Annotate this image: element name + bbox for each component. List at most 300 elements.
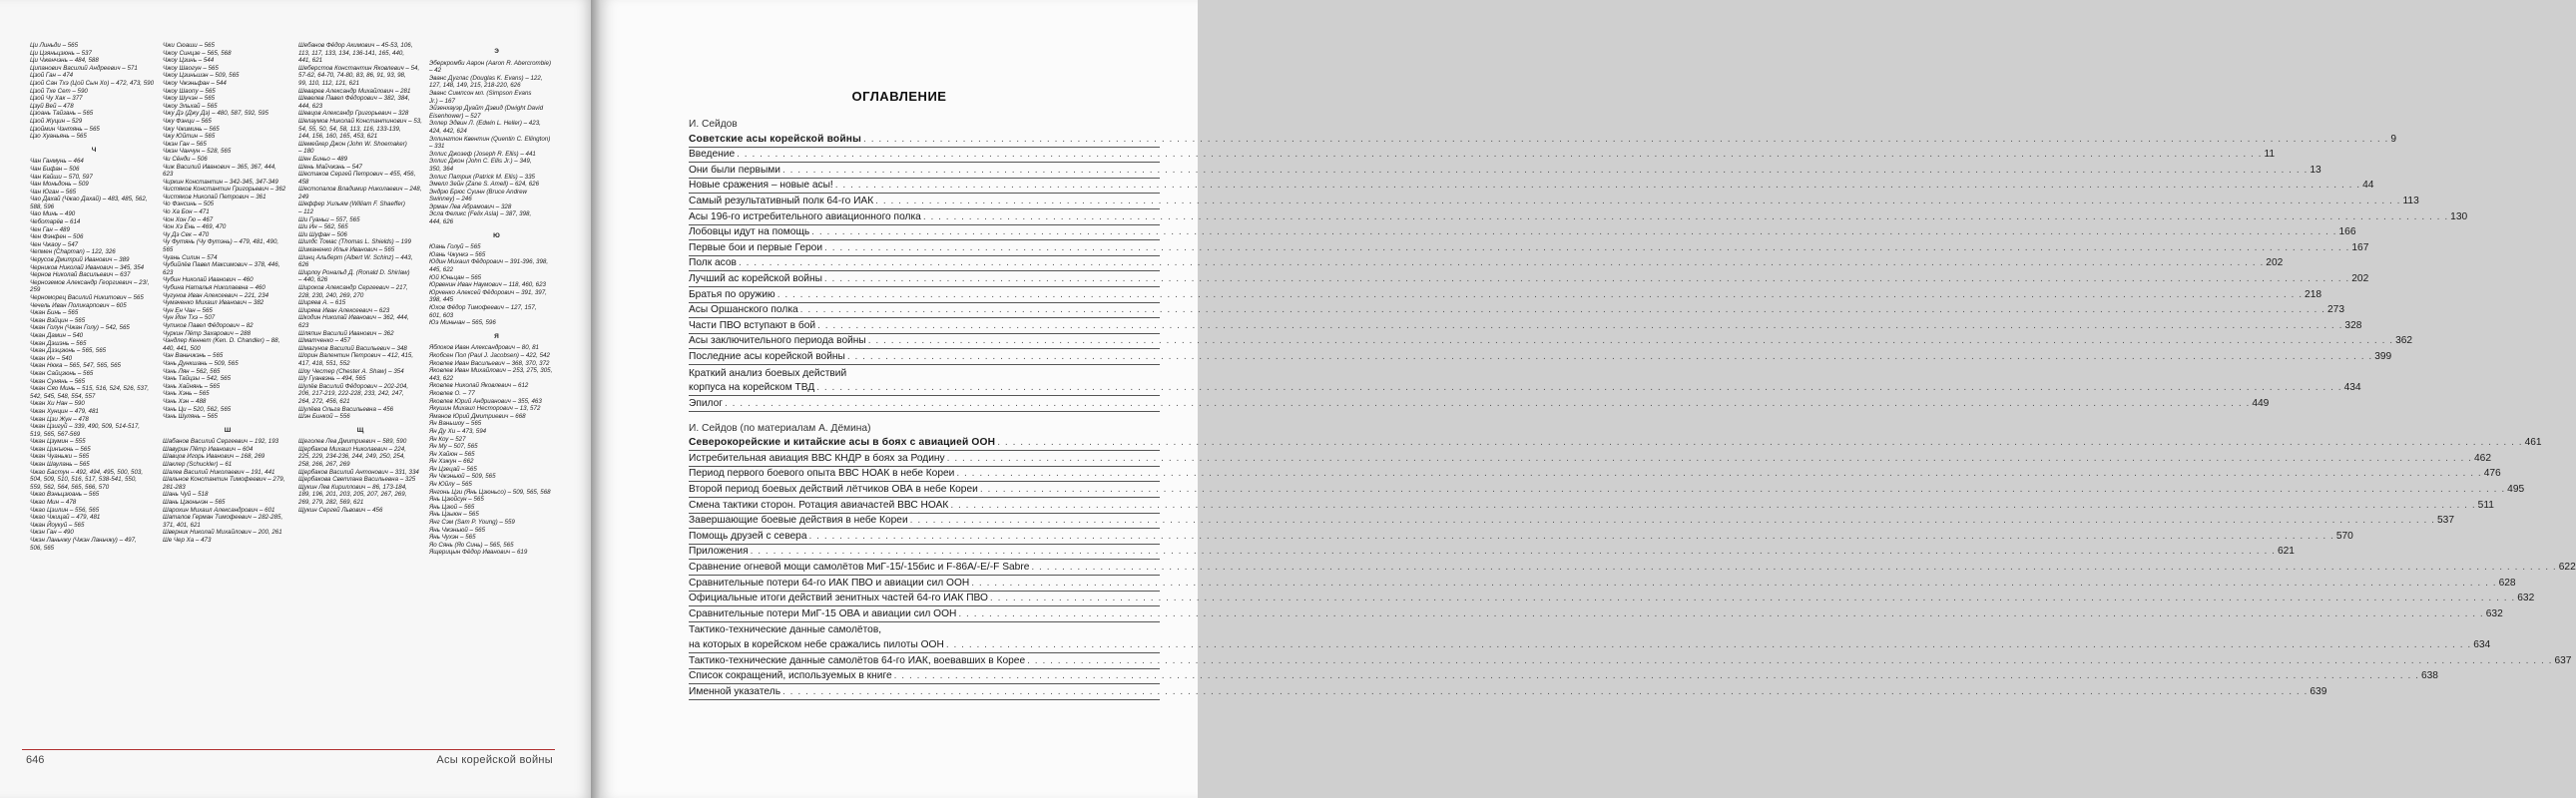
index-entry: Эллис Джозеф (Joseph R. Ellis) – 441 bbox=[429, 150, 536, 158]
toc-entry-title: Лобовцы идут на помощь bbox=[689, 226, 810, 238]
toc-section-row[interactable] bbox=[689, 436, 2542, 452]
toc-page-number: 273 bbox=[2327, 304, 2345, 316]
index-entry: Чжан Цзи Жун – 478 bbox=[30, 415, 89, 423]
toc-page-number: 476 bbox=[2483, 468, 2501, 480]
index-entry: Шеффер Уильям (William F. Shaeffer) bbox=[298, 200, 405, 208]
index-entry: 225, 229, 234-236, 244, 249, 250, 254, bbox=[298, 453, 405, 461]
index-entry: Чумаченко Михаил Иванович – 382 bbox=[163, 299, 264, 307]
toc-leader-dots: . . . . . . . . . . . . . . . . . . . . . . . . . . . . . . . . . . . . . . . . . . . . . . . . . . . . . . . . . . . . . . . . . . . . . . . . . . . . . . . . . . . . . . . . . . . . . . . . . . . . . . . . . . . . . . . . . . . . . . . . . . . . . . . . . . . . . . . . . . . . . . . . . . . . . . . . . . . . . . . . . . . . . . . . . . . . . . . . . . . . . . . . . . . . . . . . . . . . . . . . bbox=[893, 670, 2419, 682]
index-entry: Чжоу Цзинь – 544 bbox=[163, 57, 215, 65]
index-entry: Янь Цзыюн – 565 bbox=[429, 511, 479, 519]
toc-page-number: 130 bbox=[2450, 210, 2468, 222]
toc-leader-dots: . . . . . . . . . . . . . . . . . . . . . . . . . . . . . . . . . . . . . . . . . . . . . . . . . . . . . . . . . . . . . . . . . . . . . . . . . . . . . . . . . . . . . . . . . . . . . . . . . . . . . . . . . . . . . . . . . . . . . . . . . . . . . . . . . . . . . . . . . . . . . . . . . . . . . . . . . . . . . . . . . . . . . . . . . . . . . . . . . . . . . . . . . . . . . . . . . . . . . . . . bbox=[875, 195, 2401, 206]
index-entry: 398, 445 bbox=[429, 296, 454, 304]
index-entry: – 112 bbox=[298, 208, 314, 216]
index-entry: 259 bbox=[30, 286, 41, 294]
toc-row[interactable] bbox=[689, 622, 1160, 638]
index-entry: Юань Голуй – 565 bbox=[429, 243, 481, 251]
toc-row[interactable] bbox=[689, 451, 2491, 467]
toc-entry-title: Сравнительные потери МиГ-15 ОВА и авиации сил ООН bbox=[689, 607, 957, 619]
index-entry: Шулёва Ольга Васильевна – 456 bbox=[298, 405, 394, 413]
toc-row[interactable] bbox=[689, 365, 1160, 381]
table-of-contents bbox=[689, 117, 2576, 700]
index-entry: 258, 266, 267, 269 bbox=[298, 461, 350, 469]
page-number: 646 bbox=[26, 754, 45, 766]
index-entry: Ши Гуаньи – 557, 565 bbox=[298, 215, 360, 223]
index-entry: 445, 622 bbox=[429, 266, 454, 274]
toc-page-number: 511 bbox=[2477, 499, 2494, 511]
toc-page-number: 328 bbox=[2344, 319, 2362, 331]
index-entry: – 331 bbox=[429, 143, 445, 151]
toc-page-number: 202 bbox=[2351, 272, 2369, 284]
index-entry: Цзуй Вей – 478 bbox=[30, 102, 74, 110]
toc-row[interactable] bbox=[689, 271, 2369, 287]
index-column-1 bbox=[30, 42, 158, 552]
toc-page-number: 537 bbox=[2437, 515, 2455, 527]
toc-entry-title: Последние асы корейской войны bbox=[689, 350, 845, 362]
index-entry: Шоу Честер (Chester A. Shaw) – 354 bbox=[298, 367, 404, 375]
index-letter-heading: Я bbox=[494, 332, 499, 340]
index-entry: Шевцов Александр Григорьевич – 328 bbox=[298, 110, 409, 118]
toc-leader-dots: . . . . . . . . . . . . . . . . . . . . . . . . . . . . . . . . . . . . . . . . . . . . . . . . . . . . . . . . . . . . . . . . . . . . . . . . . . . . . . . . . . . . . . . . . . . . . . . . . . . . . . . . . . . . . . . . . . . . . . . . . . . . . . . . . . . . . . . . . . . . . . . . . . . . . . . . . . . . . . . . . . . . . . . . . . . . . . . . . . . . . . . . . . . . . . . . . . . . . . . . bbox=[958, 607, 2484, 619]
index-entry: Эндрю Брюс Суинн (Bruce Andrew bbox=[429, 188, 528, 196]
index-entry: Щербакова Светлана Васильевна – 325 bbox=[298, 476, 416, 484]
index-entry: Чжан Сайцзюнь – 565 bbox=[30, 369, 94, 377]
index-entry: Щукин Сергей Львович – 456 bbox=[298, 506, 383, 514]
toc-entry-title: Официальные итоги действий зенитных частей 64-го ИАК ПВО bbox=[689, 593, 988, 604]
toc-row[interactable] bbox=[689, 349, 2392, 365]
toc-row[interactable] bbox=[689, 225, 2356, 241]
toc-leader-dots: . . . . . . . . . . . . . . . . . . . . . . . . . . . . . . . . . . . . . . . . . . . . . . . . . . . . . . . . . . . . . . . . . . . . . . . . . . . . . . . . . . . . . . . . . . . . . . . . . . . . . . . . . . . . . . . . . . . . . . . . . . . . . . . . . . . . . . . . . . . . . . . . . . . . . . . . . . . . . . . . . . . . . . . . . . . . . . . . . . . . . . . . . . . . . . . . . . . . . . . . bbox=[823, 272, 2350, 284]
index-entry: Эберкромби Аарон (Aaron R. Abercrombie) bbox=[429, 59, 552, 67]
index-entry: Шаклер (Schuckler) – 61 bbox=[163, 461, 233, 469]
index-entry: Яманов Юрий Дмитриевич – 668 bbox=[429, 412, 526, 420]
toc-row[interactable] bbox=[689, 334, 2413, 350]
index-entry: Юдин Михаил Фёдорович – 391-396, 398, bbox=[429, 258, 549, 266]
index-letter-heading: Щ bbox=[356, 426, 364, 434]
index-entry: Эмелл Зейн (Zane S. Amell) – 624, 626 bbox=[429, 181, 540, 189]
index-entry: Шен Биньо – 489 bbox=[298, 155, 348, 163]
toc-entry-title: Введение bbox=[689, 149, 736, 161]
index-entry: Шматченко – 457 bbox=[298, 337, 351, 345]
toc-row[interactable] bbox=[689, 529, 2353, 545]
index-entry: Чу Футянь (Чу Футэнь) – 479, 481, 490, bbox=[163, 238, 279, 246]
index-entry: Чан Ганмунь – 464 bbox=[30, 158, 84, 166]
toc-leader-dots: . . . . . . . . . . . . . . . . . . . . . . . . . . . . . . . . . . . . . . . . . . . . . . . . . . . . . . . . . . . . . . . . . . . . . . . . . . . . . . . . . . . . . . . . . . . . . . . . . . . . . . . . . . . . . . . . . . . . . . . . . . . . . . . . . . . . . . . . . . . . . . . . . . . . . . . . . . . . . . . . . . . . . . . . . . . . . . . . . . . . . . . . . . . . . . . . . . . . . . . . bbox=[922, 210, 2449, 222]
index-column-3 bbox=[298, 42, 422, 514]
index-entry: Чжао Бастун – 492, 494, 495, 500, 503, bbox=[30, 468, 144, 476]
index-entry: 441, 621 bbox=[298, 57, 323, 65]
index-entry: Ци Цзяньцзюнь – 537 bbox=[30, 49, 92, 57]
index-entry: Чжэн Ган – 490 bbox=[30, 529, 74, 537]
index-entry: 443, 622 bbox=[429, 374, 454, 382]
index-entry: – 180 bbox=[298, 148, 314, 156]
toc-leader-dots: . . . . . . . . . . . . . . . . . . . . . . . . . . . . . . . . . . . . . . . . . . . . . . . . . . . . . . . . . . . . . . . . . . . . . . . . . . . . . . . . . . . . . . . . . . . . . . . . . . . . . . . . . . . . . . . . . . . . . . . . . . . . . . . . . . . . . . . . . . . . . . . . . . . . . . . . . . . . . . . . . . . . . . . . . . . . . . . . . . . . . . . . . . . . . . . . . . . . . . . . bbox=[817, 319, 2343, 331]
toc-entry-title: Они были первыми bbox=[689, 164, 780, 176]
index-entry: Чжу Фэнци – 565 bbox=[163, 117, 212, 125]
toc-page-number: 461 bbox=[2524, 437, 2542, 449]
toc-row[interactable] bbox=[689, 653, 2572, 669]
index-entry: 444, 623 bbox=[298, 102, 323, 110]
toc-row[interactable] bbox=[689, 684, 2327, 700]
toc-entry-title: Сравнительные потери 64-го ИАК ПВО и авиации сил ООН bbox=[689, 577, 970, 589]
index-entry: Чэндлер Кеннет (Ken. D. Chandler) – 88, bbox=[163, 337, 280, 345]
index-entry: Ци Линьди – 565 bbox=[30, 42, 79, 49]
index-entry: Чжэн Чанчун – 528, 565 bbox=[163, 148, 232, 156]
index-entry: Чан Юган – 565 bbox=[30, 188, 77, 196]
index-entry: Шестопалов Владимир Николаевич – 248, bbox=[298, 186, 422, 194]
index-entry: Якобсен Пол (Paul J. Jacobsen) – 422, 542 bbox=[429, 351, 550, 359]
index-entry: Чжао Вэньцзюань – 565 bbox=[30, 491, 100, 499]
index-entry: Чен Ган – 489 bbox=[30, 225, 70, 233]
index-entry: Чжан Йоукуй – 565 bbox=[30, 521, 85, 529]
index-entry: 127, 148, 149, 215, 218-220, 626 bbox=[429, 82, 521, 90]
index-entry: Юань Чжункэ – 565 bbox=[429, 250, 486, 258]
toc-page-number: 434 bbox=[2343, 382, 2361, 394]
right-page bbox=[601, 0, 2576, 798]
index-entry: Чжан Дэшэнь – 565 bbox=[30, 339, 87, 347]
toc-leader-dots: . . . . . . . . . . . . . . . . . . . . . . . . . . . . . . . . . . . . . . . . . . . . . . . . . . . . . . . . . . . . . . . . . . . . . . . . . . . . . . . . . . . . . . . . . . . . . . . . . . . . . . . . . . . . . . . . . . . . . . . . . . . . . . . . . . . . . . . . . . . . . . . . . . . . . . . . . . . . . . . . . . . . . . . . . . . . . . . . . . . . . . . . . . . . . . . . . . . . . . . . bbox=[776, 288, 2304, 300]
toc-entry-title: Асы 196-го истребительного авиационного полка bbox=[689, 210, 921, 222]
toc-leader-dots: . . . . . . . . . . . . . . . . . . . . . . . . . . . . . . . . . . . . . . . . . . . . . . . . . . . . . . . . . . . . . . . . . . . . . . . . . . . . . . . . . . . . . . . . . . . . . . . . . . . . . . . . . . . . . . . . . . . . . . . . . . . . . . . . . . . . . . . . . . . . . . . . . . . . . . . . . . . . . . . . . . . . . . . . . . . . . . . . . . . . . . . . . . . . . . . . . . . . . . . . bbox=[724, 397, 2251, 409]
index-entry: 601, 603 bbox=[429, 311, 454, 319]
index-entry: Яковлев Иван Михайлович – 253, 275, 305, bbox=[429, 367, 553, 375]
index-entry: Чепмен (Chapman) – 122, 326 bbox=[30, 248, 116, 256]
index-entry: 189, 196, 201, 203, 205, 207, 267, 269, bbox=[298, 491, 407, 499]
index-entry: 623 bbox=[163, 171, 174, 179]
toc-row[interactable] bbox=[689, 148, 2276, 164]
index-entry: Щукин Лев Кириллович – 86, 173-184, bbox=[298, 483, 407, 491]
index-entry: Чжоу Цзиньшэн – 509, 565 bbox=[163, 72, 240, 80]
index-entry: Чжан Сяо Минь – 515, 516, 524, 526, 537, bbox=[30, 385, 150, 393]
index-entry: Чэнь Лян – 562, 565 bbox=[163, 367, 221, 375]
index-entry: Юрченко Алексей Фёдорович – 391, 397, bbox=[429, 288, 547, 296]
index-entry: Шмагунов Василий Васильевич – 348 bbox=[298, 344, 407, 352]
index-entry: Юхов Фёдор Тимофеевич – 127, 157, bbox=[429, 304, 537, 311]
toc-entry-title: Завершающие боевые действия в небе Кореи bbox=[689, 515, 908, 527]
index-entry: 623 bbox=[298, 321, 309, 329]
toc-leader-dots: . . . . . . . . . . . . . . . . . . . . . . . . . . . . . . . . . . . . . . . . . . . . . . . . . . . . . . . . . . . . . . . . . . . . . . . . . . . . . . . . . . . . . . . . . . . . . . . . . . . . . . . . . . . . . . . . . . . . . . . . . . . . . . . . . . . . . . . . . . . . . . . . . . . . . . . . . . . . . . . . . . . . . . . . . . . . . . . . . . . . . . . . . . . . . . . . . . . . . . . . bbox=[946, 452, 2472, 464]
toc-page-number: 44 bbox=[2362, 180, 2374, 192]
index-entry: Чеботарёв – 614 bbox=[30, 218, 81, 226]
index-entry: Эллис Джон (John C. Ellis Jr.) – 349, bbox=[429, 158, 532, 166]
index-entry: 623 bbox=[163, 268, 174, 276]
index-entry: Черников Николай Иванович – 345, 354 bbox=[30, 263, 145, 271]
toc-entry-title: Братья по оружию bbox=[689, 288, 775, 300]
toc-gap bbox=[689, 412, 1160, 421]
index-entry: Swinney) – 246 bbox=[429, 196, 472, 203]
index-entry: 281-283 bbox=[163, 483, 186, 491]
index-entry: Чжу Чжиминь – 565 bbox=[163, 125, 220, 133]
index-entry: Чао Минь – 490 bbox=[30, 210, 76, 218]
index-entry: Шиманенко Илья Иванович – 565 bbox=[298, 246, 395, 254]
index-entry: Чжу Юйтин – 565 bbox=[163, 133, 216, 141]
toc-leader-dots: . . . . . . . . . . . . . . . . . . . . . . . . . . . . . . . . . . . . . . . . . . . . . . . . . . . . . . . . . . . . . . . . . . . . . . . . . . . . . . . . . . . . . . . . . . . . . . . . . . . . . . . . . . . . . . . . . . . . . . . . . . . . . . . . . . . . . . . . . . . . . . . . . . . . . . . . . . . . . . . . . . . . . . . . . . . . . . . . . . . . . . . . . . . . . . . . . . . . . . . . bbox=[971, 577, 2497, 589]
toc-entry-title: Лучший ас корейской войны bbox=[689, 272, 822, 284]
index-entry: Ци Чженчэнь – 484, 588 bbox=[30, 57, 99, 65]
toc-entry-title: Асы заключительного периода войны bbox=[689, 335, 866, 347]
index-entry: Чо Фэнсинь – 505 bbox=[163, 200, 215, 208]
index-entry: Широков Александр Сергеевич – 217, bbox=[298, 284, 408, 291]
toc-row[interactable] bbox=[689, 256, 2284, 272]
index-entry: Эллингтон Квентин (Quentin C. Ellington) bbox=[429, 135, 551, 143]
toc-row[interactable] bbox=[689, 669, 2438, 685]
index-entry: Чжэн Ган – 565 bbox=[163, 140, 207, 148]
toc-row[interactable] bbox=[689, 396, 2270, 412]
toc-row[interactable] bbox=[689, 560, 2576, 576]
index-entry: Чжан Вэйцин – 565 bbox=[30, 316, 86, 324]
index-entry: Чиркин Константин – 342-345, 347-349 bbox=[163, 178, 278, 186]
index-entry: 371, 401, 621 bbox=[163, 521, 201, 529]
index-entry: Чернов Николай Васильевич – 637 bbox=[30, 271, 131, 279]
index-entry: Щербаков Василий Антонович – 331, 334 bbox=[298, 468, 419, 476]
index-entry: Чэн Ваньчжэнь – 565 bbox=[163, 352, 224, 360]
index-entry: Ян Коу – 527 bbox=[429, 435, 466, 443]
toc-row[interactable] bbox=[689, 179, 2374, 195]
toc-row[interactable] bbox=[689, 240, 2369, 256]
index-entry: Шавурин Пётр Иванович – 604 bbox=[163, 445, 254, 453]
index-entry: Чу Дэ Сек – 470 bbox=[163, 230, 210, 238]
index-entry: Цзо Хуаньянь – 565 bbox=[30, 133, 87, 141]
index-entry: Чэнь Тайцзы – 542, 565 bbox=[163, 375, 232, 383]
toc-page-number: 622 bbox=[2558, 562, 2576, 574]
toc-page-number: 13 bbox=[2310, 164, 2321, 176]
index-entry: Ширлоу Рональд Д. (Ronald D. Shirlaw) bbox=[298, 268, 410, 276]
index-entry: Ян Му – 507, 565 bbox=[429, 443, 478, 451]
index-entry: Чистяков Константин Григорьевич – 362 bbox=[163, 186, 286, 194]
index-entry: Чубин Николай Иванович – 460 bbox=[163, 276, 254, 284]
index-entry: Шеберстов Константин Яковлевич – 54, bbox=[298, 64, 420, 72]
toc-row[interactable] bbox=[689, 545, 2295, 561]
index-entry: Шеварев Александр Михайлович – 281 bbox=[298, 87, 411, 95]
toc-row[interactable] bbox=[689, 482, 2525, 498]
toc-row[interactable] bbox=[689, 467, 2501, 483]
toc-entry-title: Смена тактики сторон. Ротация авиачастей ВВС НОАК bbox=[689, 499, 949, 511]
index-entry: Янь Чухэн – 565 bbox=[429, 534, 476, 542]
index-entry: Яблоков Иван Александрович – 80, 81 bbox=[429, 344, 539, 352]
index-entry: Янь Цзюйсун – 565 bbox=[429, 496, 484, 504]
toc-leader-dots: . . . . . . . . . . . . . . . . . . . . . . . . . . . . . . . . . . . . . . . . . . . . . . . . . . . . . . . . . . . . . . . . . . . . . . . . . . . . . . . . . . . . . . . . . . . . . . . . . . . . . . . . . . . . . . . . . . . . . . . . . . . . . . . . . . . . . . . . . . . . . . . . . . . . . . . . . . . . . . . . . . . . . . . . . . . . . . . . . . . . . . . . . . . . . . . . . . . . . . . . bbox=[956, 468, 2482, 480]
index-entry: Янгонь Цзи (Янь Цзюньсо) – 509, 565, 568 bbox=[429, 488, 551, 496]
index-entry: Чубийлёв Павел Максимович – 378, 446, bbox=[163, 261, 280, 269]
index-entry: – 42 bbox=[429, 67, 442, 75]
index-entry: Эллис Патрик (Patrick M. Ellis) – 335 bbox=[429, 173, 535, 181]
toc-entry-title: Приложения bbox=[689, 546, 749, 558]
index-entry: 249 bbox=[298, 193, 309, 200]
index-entry: Чжао Чжицай – 479, 481 bbox=[30, 514, 101, 522]
index-entry: Ципанович Василий Андреевич – 571 bbox=[30, 64, 138, 72]
index-entry: Чжан Нюка – 565, 547, 565, 565 bbox=[30, 362, 121, 370]
index-entry: Шарохин Михаил Александрович – 601 bbox=[163, 506, 275, 514]
index-entry: Чун Ен Чан – 565 bbox=[163, 306, 213, 314]
toc-row[interactable] bbox=[689, 194, 2419, 209]
toc-row[interactable] bbox=[689, 163, 2321, 179]
toc-page-number: 621 bbox=[2277, 546, 2295, 558]
index-entry: 113, 117, 133, 134, 136-141, 165, 440, bbox=[298, 49, 405, 57]
index-entry: 269, 279, 282, 569, 621 bbox=[298, 499, 364, 507]
index-column-4 bbox=[429, 42, 564, 557]
index-entry: Ширяев Иван Алексеевич – 623 bbox=[298, 306, 390, 314]
index-entry: Ян Ваньшоу – 565 bbox=[429, 420, 482, 428]
index-entry: Чон Хэ Ёнь – 469, 470 bbox=[163, 223, 227, 231]
toc-page-number: 399 bbox=[2374, 350, 2392, 362]
index-entry: Чун Йон Тхэ – 507 bbox=[163, 314, 216, 322]
toc-row[interactable] bbox=[689, 606, 2503, 622]
toc-row[interactable] bbox=[689, 637, 2491, 653]
index-entry: Чан Бифан – 506 bbox=[30, 165, 80, 173]
toc-leader-dots: . . . . . . . . . . . . . . . . . . . . . . . . . . . . . . . . . . . . . . . . . . . . . . . . . . . . . . . . . . . . . . . . . . . . . . . . . . . . . . . . . . . . . . . . . . . . . . . . . . . . . . . . . . . . . . . . . . . . . . . . . . . . . . . . . . . . . . . . . . . . . . . . . . . . . . . . . . . . . . . . . . . . . . . . . . . . . . . . . . . . . . . . . . . . . . . . . . . . . . . . bbox=[846, 350, 2373, 362]
index-entry: Эванс Дуглас (Douglas K. Evans) – 122, bbox=[429, 74, 543, 82]
toc-leader-dots: . . . . . . . . . . . . . . . . . . . . . . . . . . . . . . . . . . . . . . . . . . . . . . . . . . . . . . . . . . . . . . . . . . . . . . . . . . . . . . . . . . . . . . . . . . . . . . . . . . . . . . . . . . . . . . . . . . . . . . . . . . . . . . . . . . . . . . . . . . . . . . . . . . . . . . . . . . . . . . . . . . . . . . . . . . . . . . . . . . . . . . . . . . . . . . . . . . . . . . . . bbox=[834, 180, 2361, 192]
index-entry: Щербаков Михаил Николаевич – 224, bbox=[298, 445, 406, 453]
index-entry: Чжоу Шаогун – 565 bbox=[163, 64, 219, 72]
toc-row[interactable] bbox=[689, 381, 2361, 397]
index-entry: Цзой Жуцин – 529 bbox=[30, 117, 83, 125]
index-entry: 350, 364 bbox=[429, 165, 454, 173]
index-letter-heading: Ш bbox=[224, 426, 232, 434]
toc-leader-dots: . . . . . . . . . . . . . . . . . . . . . . . . . . . . . . . . . . . . . . . . . . . . . . . . . . . . . . . . . . . . . . . . . . . . . . . . . . . . . . . . . . . . . . . . . . . . . . . . . . . . . . . . . . . . . . . . . . . . . . . . . . . . . . . . . . . . . . . . . . . . . . . . . . . . . . . . . . . . . . . . . . . . . . . . . . . . . . . . . . . . . . . . . . . . . . . . . . . . . . . . bbox=[738, 257, 2265, 269]
toc-leader-dots: . . . . . . . . . . . . . . . . . . . . . . . . . . . . . . . . . . . . . . . . . . . . . . . . . . . . . . . . . . . . . . . . . . . . . . . . . . . . . . . . . . . . . . . . . . . . . . . . . . . . . . . . . . . . . . . . . . . . . . . . . . . . . . . . . . . . . . . . . . . . . . . . . . . . . . . . . . . . . . . . . . . . . . . . . . . . . . . . . . . . . . . . . . . . . . . . . . . . . . . . bbox=[808, 530, 2334, 542]
index-entry: Чубина Наталья Николаевна – 460 bbox=[163, 284, 265, 291]
index-entry: Чжоу Эльхай – 565 bbox=[163, 102, 218, 110]
index-entry: Цзоймин Чэнтянь – 565 bbox=[30, 125, 100, 133]
index-entry: Чао Дахай (Чжао Дахай) – 483, 485, 562, bbox=[30, 196, 148, 203]
toc-entry-title: Второй период боевых действий лётчиков ОВА в небе Кореи bbox=[689, 484, 978, 496]
toc-leader-dots: . . . . . . . . . . . . . . . . . . . . . . . . . . . . . . . . . . . . . . . . . . . . . . . . . . . . . . . . . . . . . . . . . . . . . . . . . . . . . . . . . . . . . . . . . . . . . . . . . . . . . . . . . . . . . . . . . . . . . . . . . . . . . . . . . . . . . . . . . . . . . . . . . . . . . . . . . . . . . . . . . . . . . . . . . . . . . . . . . . . . . . . . . . . . . . . . . . . . . . . . bbox=[1031, 562, 2557, 574]
index-entry: Ши Ин – 562, 565 bbox=[298, 223, 348, 231]
index-entry: Шемейкер Джон (John W. Shoemaker) bbox=[298, 140, 407, 148]
toc-row[interactable] bbox=[689, 303, 2345, 319]
toc-entry-title: Краткий анализ боевых действий bbox=[689, 367, 847, 379]
index-entry: Ян Чжэньюй – 509, 565 bbox=[429, 473, 496, 481]
index-entry: Шань Цзюньчэн – 565 bbox=[163, 499, 226, 507]
index-entry: Чжэн Ланьчжу (Чжэн Ланьчжу) – 497, bbox=[30, 537, 137, 544]
toc-heading: ОГЛАВЛЕНИЕ bbox=[851, 89, 947, 104]
toc-entry-title: Помощь друзей с севера bbox=[689, 530, 807, 542]
index-entry: Якушин Михаил Несторович – 13, 572 bbox=[429, 405, 541, 413]
book-gutter bbox=[591, 0, 601, 798]
index-entry: Чиж Василий Иванович – 365, 367, 444, bbox=[163, 163, 276, 171]
index-entry: Чупиков Павел Фёдорович – 82 bbox=[163, 321, 254, 329]
index-entry: Шинц Альберт (Albert W. Schinz) – 443, bbox=[298, 253, 413, 261]
index-entry: Шань Чуй – 518 bbox=[163, 491, 209, 499]
toc-row[interactable] bbox=[689, 514, 2455, 530]
index-entry: 54, 55, 50, 54, 58, 113, 116, 133-139, bbox=[298, 125, 401, 133]
toc-entry-title: Первые бои и первые Герои bbox=[689, 241, 823, 253]
index-entry: Чжао Мин – 478 bbox=[30, 499, 77, 507]
index-entry: Чэнь Хайнянь – 565 bbox=[163, 382, 221, 390]
toc-leader-dots: . . . . . . . . . . . . . . . . . . . . . . . . . . . . . . . . . . . . . . . . . . . . . . . . . . . . . . . . . . . . . . . . . . . . . . . . . . . . . . . . . . . . . . . . . . . . . . . . . . . . . . . . . . . . . . . . . . . . . . . . . . . . . . . . . . . . . . . . . . . . . . . . . . . . . . . . . . . . . . . . . . . . . . . . . . . . . . . . . . . . . . . . . . . . . . . . . . . . . . . . bbox=[945, 639, 2472, 650]
index-entry: Ши Шуфан – 506 bbox=[298, 230, 347, 238]
index-entry: Ящерицын Фёдор Иванович – 619 bbox=[429, 549, 528, 557]
index-entry: Шалев Василий Николаевич – 191, 441 bbox=[163, 468, 275, 476]
index-entry: Чон Хон Гю – 467 bbox=[163, 215, 214, 223]
index-entry: Шулёв Василий Фёдорович – 202-204, bbox=[298, 382, 409, 390]
index-entry: Эллер Эдвин Л. (Edwin L. Heller) – 423, bbox=[429, 120, 541, 128]
index-entry: Эрман Лев Абрамович – 328 bbox=[429, 202, 512, 210]
index-letter-heading: Ч bbox=[91, 146, 97, 154]
index-entry: 565 bbox=[163, 246, 174, 254]
left-page bbox=[0, 0, 591, 798]
index-entry: Юрвенин Иван Наумович – 118, 460, 623 bbox=[429, 281, 546, 289]
toc-page-number: 634 bbox=[2473, 639, 2491, 650]
toc-entry-title: Тактико-технические данные самолётов 64-го ИАК, воевавших в Корее bbox=[689, 654, 1026, 666]
index-entry: Цзой Тхе Сет – 590 bbox=[30, 87, 88, 95]
toc-row[interactable] bbox=[689, 576, 2516, 592]
index-entry: Чжан Сунянь – 565 bbox=[30, 377, 86, 385]
toc-entry-title: Новые сражения – новые асы! bbox=[689, 180, 833, 192]
index-letter-heading: Э bbox=[494, 48, 499, 55]
toc-page-number: 495 bbox=[2507, 484, 2525, 496]
toc-page-number: 218 bbox=[2305, 288, 2322, 300]
index-entry: Чэнь Хэнь – 565 bbox=[163, 390, 210, 398]
index-entry: 519, 565, 567-569 bbox=[30, 430, 81, 438]
toc-page-number: 632 bbox=[2517, 593, 2535, 604]
toc-row[interactable] bbox=[689, 592, 2535, 607]
toc-leader-dots: . . . . . . . . . . . . . . . . . . . . . . . . . . . . . . . . . . . . . . . . . . . . . . . . . . . . . . . . . . . . . . . . . . . . . . . . . . . . . . . . . . . . . . . . . . . . . . . . . . . . . . . . . . . . . . . . . . . . . . . . . . . . . . . . . . . . . . . . . . . . . . . . . . . . . . . . . . . . . . . . . . . . . . . . . . . . . . . . . . . . . . . . . . . . . . . . . . . . . . . . bbox=[909, 515, 2436, 527]
index-entry: 506, 565 bbox=[30, 544, 55, 552]
index-entry: Цзой Ган – 474 bbox=[30, 72, 74, 80]
toc-row[interactable] bbox=[689, 318, 2362, 334]
toc-entry-title: Список сокращений, используемых в книге bbox=[689, 670, 892, 682]
index-entry: Яковлев Юрий Андрианович – 355, 463 bbox=[429, 397, 542, 405]
index-entry: Чжан Цинъюнь – 565 bbox=[30, 445, 91, 453]
toc-leader-dots: . . . . . . . . . . . . . . . . . . . . . . . . . . . . . . . . . . . . . . . . . . . . . . . . . . . . . . . . . . . . . . . . . . . . . . . . . . . . . . . . . . . . . . . . . . . . . . . . . . . . . . . . . . . . . . . . . . . . . . . . . . . . . . . . . . . . . . . . . . . . . . . . . . . . . . . . . . . . . . . . . . . . . . . . . . . . . . . . . . . . . . . . . . . . . . . . . . . . . . . . bbox=[997, 437, 2523, 449]
index-entry: 264, 272, 456, 621 bbox=[298, 397, 350, 405]
toc-entry-title: Период первого боевого опыта ВВС НОАК в небе Кореи bbox=[689, 468, 955, 480]
index-entry: Черноземов Александр Георгиевич – 23!, bbox=[30, 278, 150, 286]
toc-page-number: 362 bbox=[2395, 335, 2413, 347]
index-entry: 444, 626 bbox=[429, 218, 454, 226]
toc-row[interactable] bbox=[689, 498, 2494, 514]
index-entry: Чэнь Шулянь – 565 bbox=[163, 413, 218, 421]
index-entry: 559, 562, 564, 565, 566, 570 bbox=[30, 483, 110, 491]
toc-row[interactable] bbox=[689, 209, 2468, 225]
toc-section-row[interactable] bbox=[689, 132, 2397, 148]
index-entry: – 440, 626 bbox=[298, 276, 328, 284]
toc-row[interactable] bbox=[689, 287, 2322, 303]
toc-leader-dots: . . . . . . . . . . . . . . . . . . . . . . . . . . . . . . . . . . . . . . . . . . . . . . . . . . . . . . . . . . . . . . . . . . . . . . . . . . . . . . . . . . . . . . . . . . . . . . . . . . . . . . . . . . . . . . . . . . . . . . . . . . . . . . . . . . . . . . . . . . . . . . . . . . . . . . . . . . . . . . . . . . . . . . . . . . . . . . . . . . . . . . . . . . . . . . . . . . . . . . . . bbox=[750, 546, 2276, 558]
index-letter-heading: Ю bbox=[493, 231, 500, 239]
toc-entry-title: Полк асов bbox=[689, 257, 737, 269]
index-column-2 bbox=[163, 42, 292, 545]
toc-page-number: 202 bbox=[2266, 257, 2284, 269]
toc-leader-dots: . . . . . . . . . . . . . . . . . . . . . . . . . . . . . . . . . . . . . . . . . . . . . . . . . . . . . . . . . . . . . . . . . . . . . . . . . . . . . . . . . . . . . . . . . . . . . . . . . . . . . . . . . . . . . . . . . . . . . . . . . . . . . . . . . . . . . . . . . . . . . . . . . . . . . . . . . . . . . . . . . . . . . . . . . . . . . . . . . . . . . . . . . . . . . . . . . . . . . . . . bbox=[811, 226, 2337, 238]
index-entry: Янь Чжэньюй – 565 bbox=[429, 526, 486, 534]
index-entry: Ян Хэжун – 662 bbox=[429, 458, 474, 466]
index-entry: Шаталов Герман Тимофеевич – 282-285, bbox=[163, 514, 283, 522]
toc-leader-dots: . . . . . . . . . . . . . . . . . . . . . . . . . . . . . . . . . . . . . . . . . . . . . . . . . . . . . . . . . . . . . . . . . . . . . . . . . . . . . . . . . . . . . . . . . . . . . . . . . . . . . . . . . . . . . . . . . . . . . . . . . . . . . . . . . . . . . . . . . . . . . . . . . . . . . . . . . . . . . . . . . . . . . . . . . . . . . . . . . . . . . . . . . . . . . . . . . . . . . . . . bbox=[950, 499, 2476, 511]
toc-leader-dots: . . . . . . . . . . . . . . . . . . . . . . . . . . . . . . . . . . . . . . . . . . . . . . . . . . . . . . . . . . . . . . . . . . . . . . . . . . . . . . . . . . . . . . . . . . . . . . . . . . . . . . . . . . . . . . . . . . . . . . . . . . . . . . . . . . . . . . . . . . . . . . . . . . . . . . . . . . . . . . . . . . . . . . . . . . . . . . . . . . . . . . . . . . . . . . . . . . . . . . . . bbox=[782, 685, 2309, 697]
index-entry: Шкодин Николай Иванович – 362, 444, bbox=[298, 314, 409, 322]
index-entry: Эйзенхауэр Дуайт Дэвид (Dwight David bbox=[429, 105, 544, 113]
toc-entry-title: Тактико-технические данные самолётов, bbox=[689, 624, 882, 636]
index-entry: 206, 217-219, 222-228, 233, 242, 247, bbox=[298, 390, 404, 398]
index-entry: Чжоу Чжэньфан – 544 bbox=[163, 79, 227, 87]
index-entry: Чжан Хунцин – 479, 481 bbox=[30, 407, 99, 415]
index-entry: Чэнь Дункшань – 509, 565 bbox=[163, 359, 239, 367]
index-entry: Шень Майчжэнь – 547 bbox=[298, 163, 362, 171]
toc-page-number: 167 bbox=[2351, 241, 2369, 253]
toc-page-number: 639 bbox=[2310, 685, 2327, 697]
index-entry: Ширяев А. – 615 bbox=[298, 299, 346, 307]
toc-leader-dots: . . . . . . . . . . . . . . . . . . . . . . . . . . . . . . . . . . . . . . . . . . . . . . . . . . . . . . . . . . . . . . . . . . . . . . . . . . . . . . . . . . . . . . . . . . . . . . . . . . . . . . . . . . . . . . . . . . . . . . . . . . . . . . . . . . . . . . . . . . . . . . . . . . . . . . . . . . . . . . . . . . . . . . . . . . . . . . . . . . . . . . . . . . . . . . . . . . . . . . . . bbox=[863, 133, 2389, 145]
index-entry: Чжан Дзэцзюнь – 565, 565 bbox=[30, 347, 107, 355]
toc-page-number: 9 bbox=[2390, 133, 2397, 145]
toc-entry-title: Самый результативный полк 64-го ИАК bbox=[689, 195, 874, 206]
toc-leader-dots: . . . . . . . . . . . . . . . . . . . . . . . . . . . . . . . . . . . . . . . . . . . . . . . . . . . . . . . . . . . . . . . . . . . . . . . . . . . . . . . . . . . . . . . . . . . . . . . . . . . . . . . . . . . . . . . . . . . . . . . . . . . . . . . . . . . . . . . . . . . . . . . . . . . . . . . . . . . . . . . . . . . . . . . . . . . . . . . . . . . . . . . . . . . . . . . . . . . . . . . . bbox=[867, 335, 2394, 347]
toc-page-number: 638 bbox=[2420, 670, 2438, 682]
